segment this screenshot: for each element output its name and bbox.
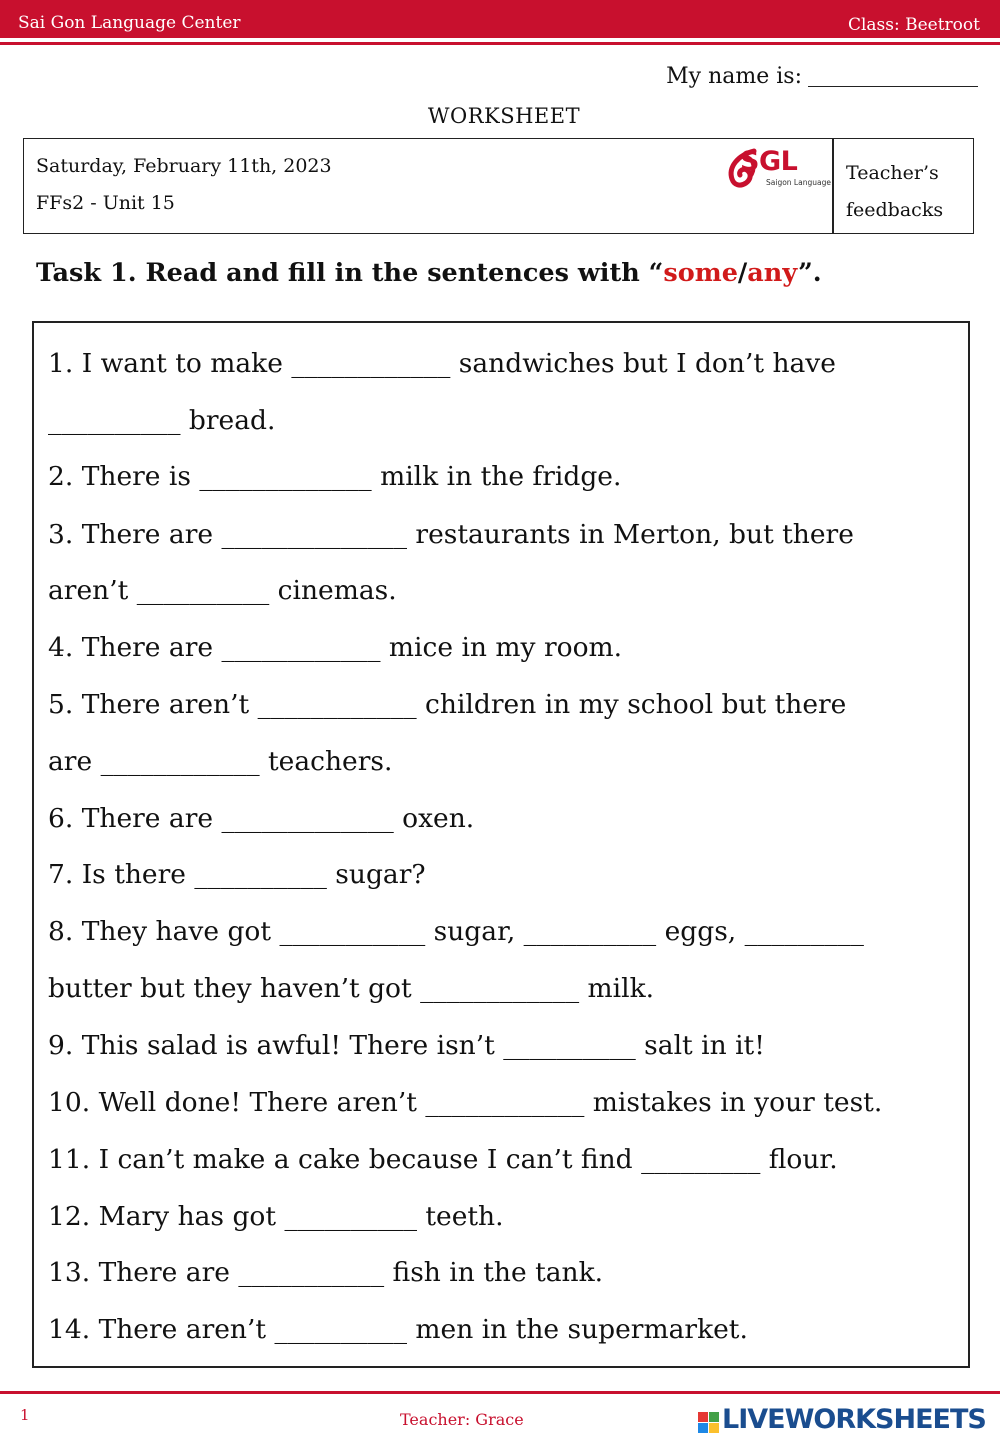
class-label: Class: Beetroot [847,15,980,35]
liveworksheets-brand[interactable]: LIVEWORKSHEETS [722,1404,986,1435]
feedback-divider [832,139,834,233]
header-bar [0,0,1000,38]
question-line[interactable]: 13. There are ___________ fish in the tank. [48,1257,604,1288]
questions-box [32,321,970,1368]
question-line[interactable]: are ____________ teachers. [48,746,393,777]
worksheet-title: WORKSHEET [427,104,581,128]
logo-text: SGL [740,146,798,177]
center-name: Sai Gon Language Center [18,13,241,33]
teacher-name: Teacher: Grace [400,1410,524,1429]
question-line[interactable]: 11. I can’t make a cake because I can’t find _________ flour. [48,1144,838,1175]
question-line[interactable]: 1. I want to make ____________ sandwiches but I don’t have [48,348,836,379]
question-line[interactable]: aren’t __________ cinemas. [48,575,397,606]
question-line[interactable]: 9. This salad is awful! There isn’t __________ salt in it! [48,1030,765,1061]
logo-subtext: Saigon Language [766,178,831,187]
date-text: Saturday, February 11th, 2023 [36,155,332,177]
task-prefix: Task 1. Read and fill in the sentences with “ [36,258,664,288]
question-line[interactable]: 14. There aren’t __________ men in the supermarket. [48,1314,748,1345]
feedback-label-1: Teacher’s [846,162,939,184]
task-suffix: ”. [798,258,822,288]
task-slash: / [737,258,748,288]
page-number: 1 [20,1406,30,1424]
question-line[interactable]: 2. There is _____________ milk in the fridge. [48,461,622,492]
teacher-feedback [846,155,943,229]
question-line[interactable]: 5. There aren’t ____________ children in my school but there [48,689,847,720]
question-line[interactable]: 12. Mary has got __________ teeth. [48,1201,504,1232]
question-line[interactable]: __________ bread. [48,405,276,436]
name-field [666,64,978,89]
name-input[interactable] [808,64,978,87]
question-line[interactable]: 7. Is there __________ sugar? [48,859,426,890]
question-line[interactable]: 8. They have got ___________ sugar, __________ eggs, _________ [48,916,864,947]
question-line[interactable]: 6. There are _____________ oxen. [48,803,475,834]
header-divider [0,42,1000,45]
footer-divider [0,1391,1000,1394]
question-line[interactable]: 3. There are ______________ restaurants in Merton, but there [48,519,854,550]
task-heading [36,258,822,288]
question-line[interactable]: 10. Well done! There aren’t ____________ mistakes in your test. [48,1087,883,1118]
task-word-any: any [747,258,799,288]
question-line[interactable]: 4. There are ____________ mice in my room. [48,632,623,663]
feedback-label-2: feedbacks [846,199,944,221]
name-label: My name is: [666,64,802,89]
question-line[interactable]: butter but they haven’t got ____________ milk. [48,973,655,1004]
info-box [23,138,974,234]
unit-text: FFs2 - Unit 15 [36,192,175,214]
task-word-some: some [663,258,738,288]
